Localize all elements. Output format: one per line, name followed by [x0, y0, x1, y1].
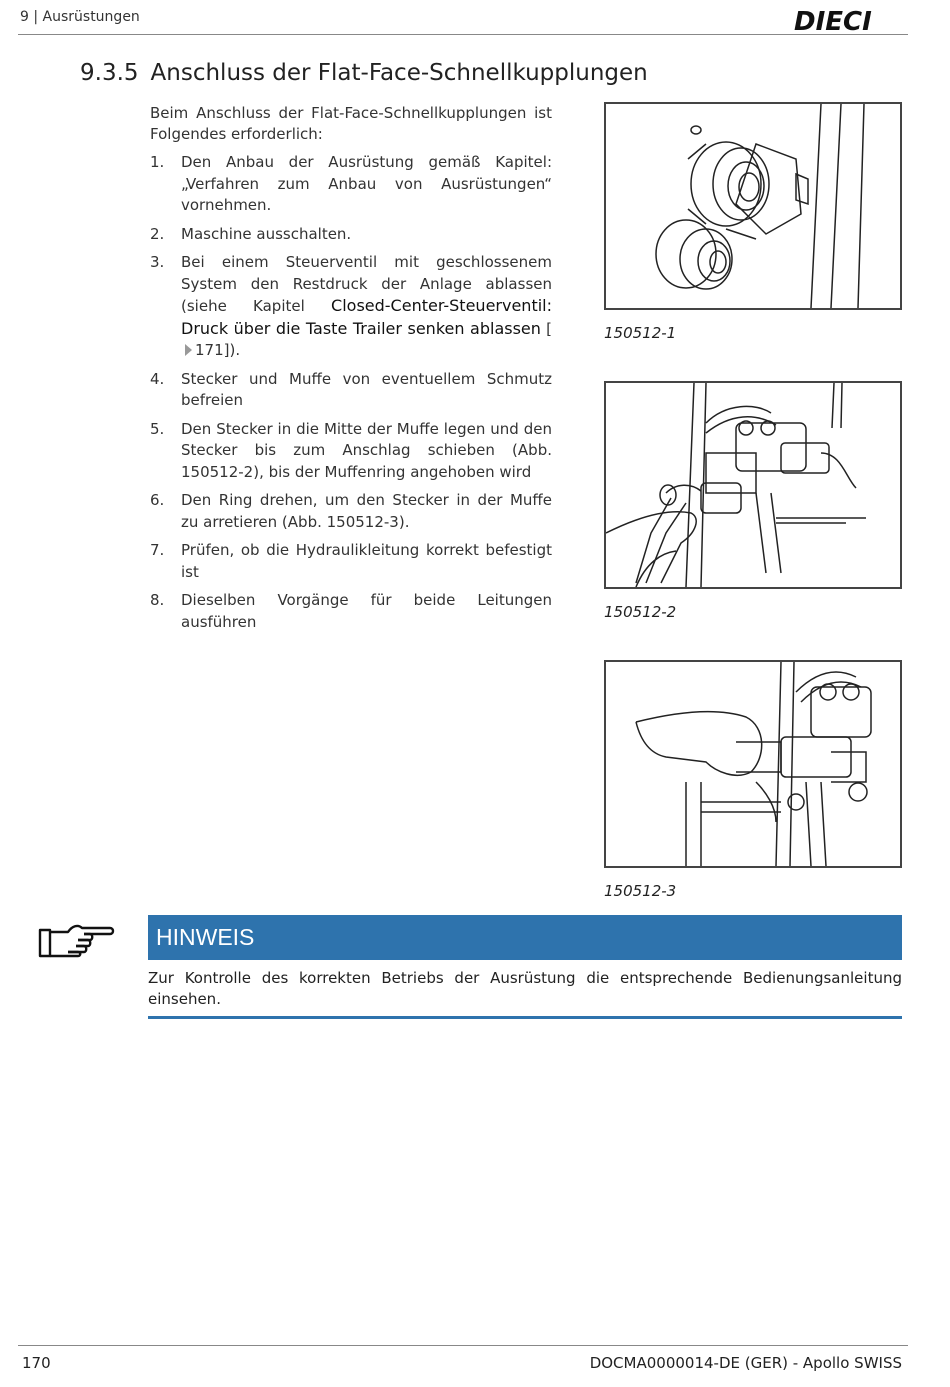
notice-title: HINWEIS: [156, 924, 255, 950]
document-reference: DOCMA0000014-DE (GER) - Apollo SWISS: [589, 1354, 902, 1372]
ring-rotation-illustration-icon: [606, 662, 900, 866]
notice-divider: [148, 1016, 902, 1019]
page-ref-link[interactable]: 171: [195, 341, 224, 359]
list-item: 1. Den Anbau der Ausrüstung gemäß Kapitel: „Verfahren zum Anbau von Ausrüstungen“ vornehmen.: [150, 153, 552, 214]
pointing-hand-icon: [38, 920, 116, 964]
section-heading: Anschluss der Flat-Face-Schnellkupplungen: [150, 60, 648, 86]
page-header: [18, 6, 908, 35]
list-item: 7. Prüfen, ob die Hydraulikleitung korrekt befestigt ist: [150, 541, 552, 581]
dieci-logo: [792, 6, 904, 38]
intro-paragraph: Beim Anschluss der Flat-Face-Schnellkupplungen ist Folgendes erforderlich:: [150, 104, 552, 143]
list-item: 4. Stecker und Muffe von eventuellem Schmutz befreien: [150, 369, 552, 409]
quick-coupling-illustration-icon: [606, 104, 900, 308]
page-number: 170: [22, 1354, 51, 1372]
section-number: 9.3.5: [80, 60, 139, 86]
page-footer: [18, 1345, 908, 1372]
coupling-insertion-illustration-icon: [606, 383, 900, 587]
list-item: 2. Maschine ausschalten.: [150, 224, 352, 243]
figure-150512-1: [604, 102, 902, 310]
list-item: 8. Dieselben Vorgänge für beide Leitungen ausführen: [150, 591, 552, 631]
figure-caption: 150512-3: [604, 882, 677, 900]
figure-150512-2: [604, 381, 902, 589]
figure-150512-3: [604, 660, 902, 868]
notice-header: [148, 915, 902, 960]
chapter-link[interactable]: Closed-Center-Steuerventil: Druck über die Taste Trailer senken ablassen: [181, 296, 552, 338]
list-item: 6. Den Ring drehen, um den Stecker in der Muffe zu arretieren (Abb. 150512-3).: [150, 491, 552, 531]
figure-caption: 150512-1: [604, 324, 677, 342]
section-title: [80, 60, 648, 86]
notice-text: Zur Kontrolle des korrekten Betriebs der Ausrüstung die entsprechende Bedienungsanleitung einsehen.: [148, 969, 902, 1008]
page-ref-arrow-icon: [185, 344, 192, 356]
section-label: 9 | Ausrüstungen: [20, 9, 140, 25]
list-item: 5. Den Stecker in die Mitte der Muffe legen und den Stecker bis zum Anschlag schieben (Abb. 150512-2), bis der Muffenring angehoben wird: [150, 419, 552, 481]
steps-list: [150, 152, 552, 640]
brand-logo-text: DIECI: [794, 7, 872, 34]
figure-caption: 150512-2: [604, 603, 677, 621]
list-item: 3. Bei einem Steuerventil mit geschlossenem System den Restdruck der Anlage ablassen (siehe Kapitel Closed-Center-Steuerventil: Druck über die Taste Trailer senken ablassen [171]).: [150, 253, 553, 359]
